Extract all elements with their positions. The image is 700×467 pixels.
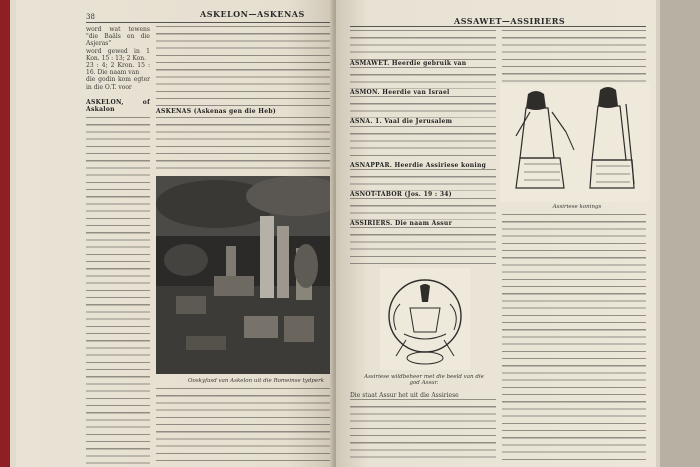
entry-heading: ASMON. Heerdie van Israel (350, 89, 450, 97)
entry-heading: ASSIRIERS. Die naam Assur (350, 220, 453, 228)
right-column-1-bottom (350, 392, 496, 466)
left-page-header: ASKELON—ASKENAS (200, 9, 305, 19)
text-lines-block (86, 117, 150, 467)
entry-heading: ASNA. 1. Vaal die Jerusalem (350, 118, 453, 126)
text-line: 23 : 4; 2 Kron. 15 : 16. Die naam van (86, 62, 150, 77)
text-lines-block (350, 399, 496, 459)
text-lines-block (350, 227, 496, 267)
entry-heading: ASNAPPAR. Heerdie Assiriese koning (350, 161, 487, 169)
text-line: die godin kom egter in die O.T. voor (86, 76, 150, 91)
entry-heading: ASNOT-TABOR (Jos. 19 : 34) (350, 190, 452, 198)
right-page-header: ASSAWET—ASSIRIERS (454, 16, 566, 26)
left-page (16, 0, 334, 467)
text-lines-block (156, 388, 332, 466)
text-lines-block (350, 169, 496, 191)
right-column-2-body (502, 214, 646, 464)
text-lines-block (350, 198, 496, 220)
book-cover-edge (0, 0, 10, 467)
text-lines-block (350, 30, 496, 60)
text-lines-block (350, 67, 496, 89)
background-surface (660, 0, 700, 467)
entry-heading: ASKELON, of Askalon (86, 98, 150, 114)
left-column-2-bottom (156, 388, 332, 466)
text-line: word wat tewens "die Baäls en die Asjeras" (86, 26, 150, 48)
left-column-1 (86, 26, 150, 466)
assyrian-kings-figure (500, 84, 650, 202)
text-lines-block (502, 214, 646, 464)
photo-caption: Ooskyfasd van Askelon uit die Romeinse tydperk (188, 378, 325, 384)
kings-drawing (500, 84, 650, 202)
text-lines-block (156, 117, 332, 172)
left-page-number: 38 (86, 13, 95, 21)
right-page (336, 0, 660, 467)
ruins-photo (156, 176, 332, 374)
text-line: word gewed in 1 Kon. 15 : 13; 2 Kon. (86, 47, 150, 62)
assur-emblem-figure (380, 268, 470, 370)
ruins-photo-image (156, 176, 332, 374)
emblem-caption: Assiriese wildbeheer met die beeld van die god Assur. (364, 374, 484, 386)
entry-heading: ASMAWET. Heerdie gebruik van (350, 60, 467, 67)
right-header-rule (350, 26, 646, 27)
left-column-2 (156, 26, 332, 174)
text-lines-block (156, 26, 332, 106)
text-lines-block (350, 126, 496, 162)
left-header-rule (86, 22, 332, 23)
entry-heading: ASKENAS (Askenas gen die Heb) (156, 108, 276, 115)
text-line: Die staat Assur het uit die Assiriese (350, 392, 459, 399)
text-lines-block (350, 96, 496, 118)
text-lines-block (502, 30, 646, 90)
emblem-drawing (380, 268, 470, 370)
right-column-2-top (502, 30, 646, 92)
kings-caption: Assiriese konings (552, 204, 602, 210)
